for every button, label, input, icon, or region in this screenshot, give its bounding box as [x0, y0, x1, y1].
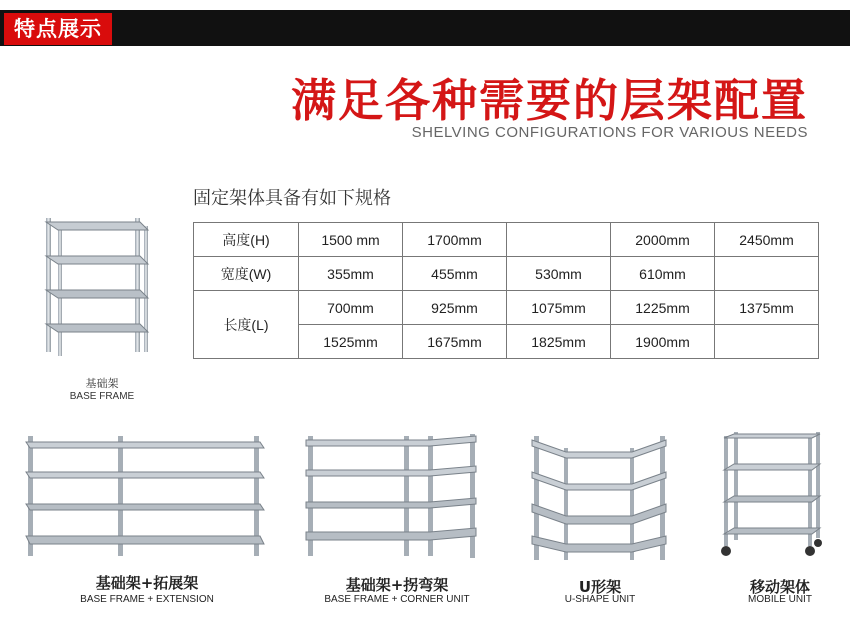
table-cell: 1525mm [299, 325, 403, 359]
corner-label-en: BASE FRAME + CORNER UNIT [324, 594, 470, 605]
table-cell: 1825mm [507, 325, 611, 359]
base-frame-label-cn: 基础架 [85, 377, 119, 390]
table-row [194, 291, 819, 325]
table-row [194, 257, 819, 291]
table-cell: 1900mm [611, 325, 715, 359]
table-cell: 700mm [299, 291, 403, 325]
table-cell: 2450mm [715, 223, 819, 257]
table-cell: 355mm [299, 257, 403, 291]
u-shape-label-en: U-SHAPE UNIT [564, 594, 636, 605]
table-cell [715, 257, 819, 291]
table-cell: 530mm [507, 257, 611, 291]
table-cell [507, 223, 611, 257]
table-cell: 2000mm [611, 223, 715, 257]
mobile-unit-image [712, 430, 828, 560]
table-cell: 1700mm [403, 223, 507, 257]
table-cell: 610mm [611, 257, 715, 291]
spec-table [193, 222, 819, 359]
page-title: 满足各种需要的层架配置 [290, 74, 808, 127]
table-cell: 925mm [403, 291, 507, 325]
table-cell: 1500 mm [299, 223, 403, 257]
header-bar [0, 10, 850, 46]
mobile-label-cn: 移动架体 [749, 578, 810, 596]
extension-label-cn: 基础架+拓展架 [95, 574, 199, 592]
page-subtitle: SHELVING CONFIGURATIONS FOR VARIOUS NEEDS [411, 124, 808, 141]
table-cell: 455mm [403, 257, 507, 291]
table-cell [715, 325, 819, 359]
mobile-label-en: MOBILE UNIT [748, 594, 812, 605]
corner-label-cn: 基础架+拐弯架 [345, 576, 449, 594]
extension-label-en: BASE FRAME + EXTENSION [80, 594, 214, 605]
u-shape-label-cn: U形架 [578, 578, 622, 596]
row-header-height: 高度(H) [194, 223, 299, 257]
table-cell: 1225mm [611, 291, 715, 325]
table-row [194, 223, 819, 257]
spec-heading: 固定架体具备有如下规格 [193, 188, 391, 209]
extension-unit-image [22, 432, 267, 562]
corner-unit-image [300, 432, 485, 562]
row-header-length: 长度(L) [194, 291, 299, 359]
table-cell: 1375mm [715, 291, 819, 325]
base-frame-image [40, 214, 155, 359]
row-header-width: 宽度(W) [194, 257, 299, 291]
table-cell: 1075mm [507, 291, 611, 325]
table-cell: 1675mm [403, 325, 507, 359]
section-tag: 特点展示 [4, 13, 112, 45]
u-shape-unit-image [530, 432, 670, 567]
base-frame-label-en: BASE FRAME [69, 391, 135, 402]
